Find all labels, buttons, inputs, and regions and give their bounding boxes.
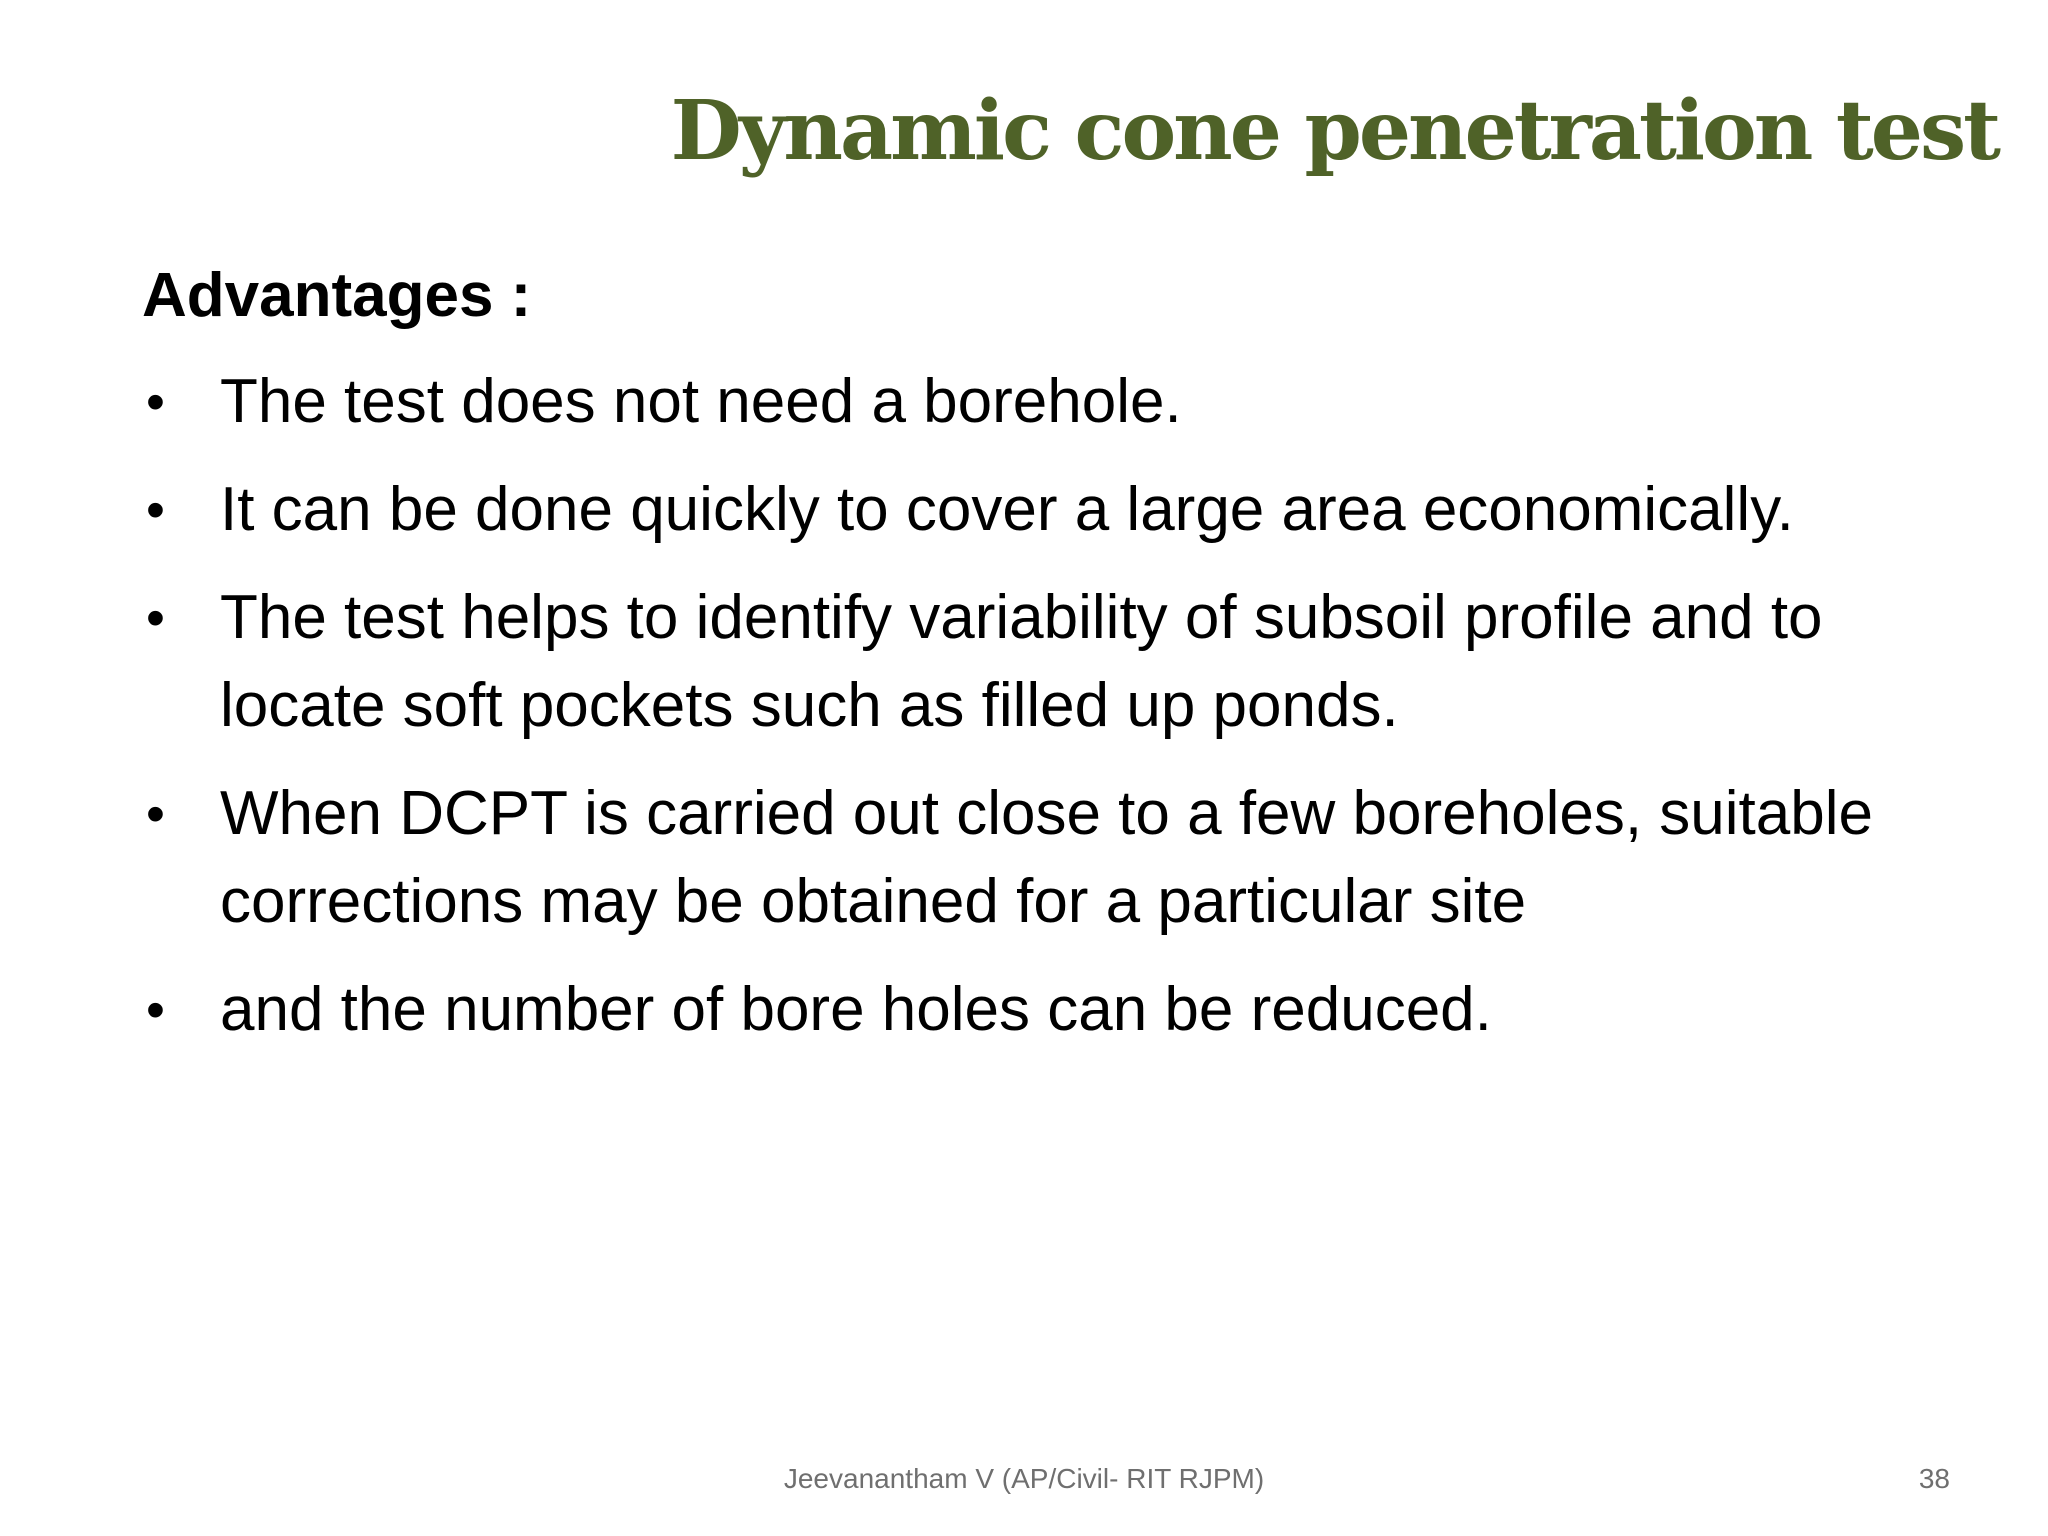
bullet-icon: • <box>146 980 165 1040</box>
bullet-text: When DCPT is carried out close to a few boreholes, suitable corrections may be obtained for a particular site <box>220 779 1873 936</box>
list-item <box>142 466 1962 554</box>
list-item <box>142 358 1962 446</box>
bullet-icon: • <box>146 480 165 540</box>
list-item <box>142 574 1962 750</box>
bullet-text: The test does not need a borehole. <box>220 367 1182 436</box>
bullet-icon: • <box>146 784 165 844</box>
slide-title: Dynamic cone penetration test <box>670 83 1998 179</box>
advantages-heading: Advantages : <box>142 261 532 330</box>
bullet-text: and the number of bore holes can be reduced. <box>220 975 1492 1044</box>
list-item <box>142 770 1962 946</box>
footer-author: Jeevanantham V (AP/Civil- RIT RJPM) <box>783 1463 1265 1494</box>
list-item <box>142 966 1962 1054</box>
bullet-list <box>142 358 1962 1054</box>
bullet-text: It can be done quickly to cover a large area economically. <box>220 475 1794 544</box>
page-number: 38 <box>1918 1463 1950 1494</box>
bullet-text: The test helps to identify variability of subsoil profile and to locate soft pockets such as filled up ponds. <box>220 583 1823 740</box>
bullet-icon: • <box>146 588 165 648</box>
bullet-icon: • <box>146 372 165 432</box>
slide-content <box>142 256 1962 1074</box>
